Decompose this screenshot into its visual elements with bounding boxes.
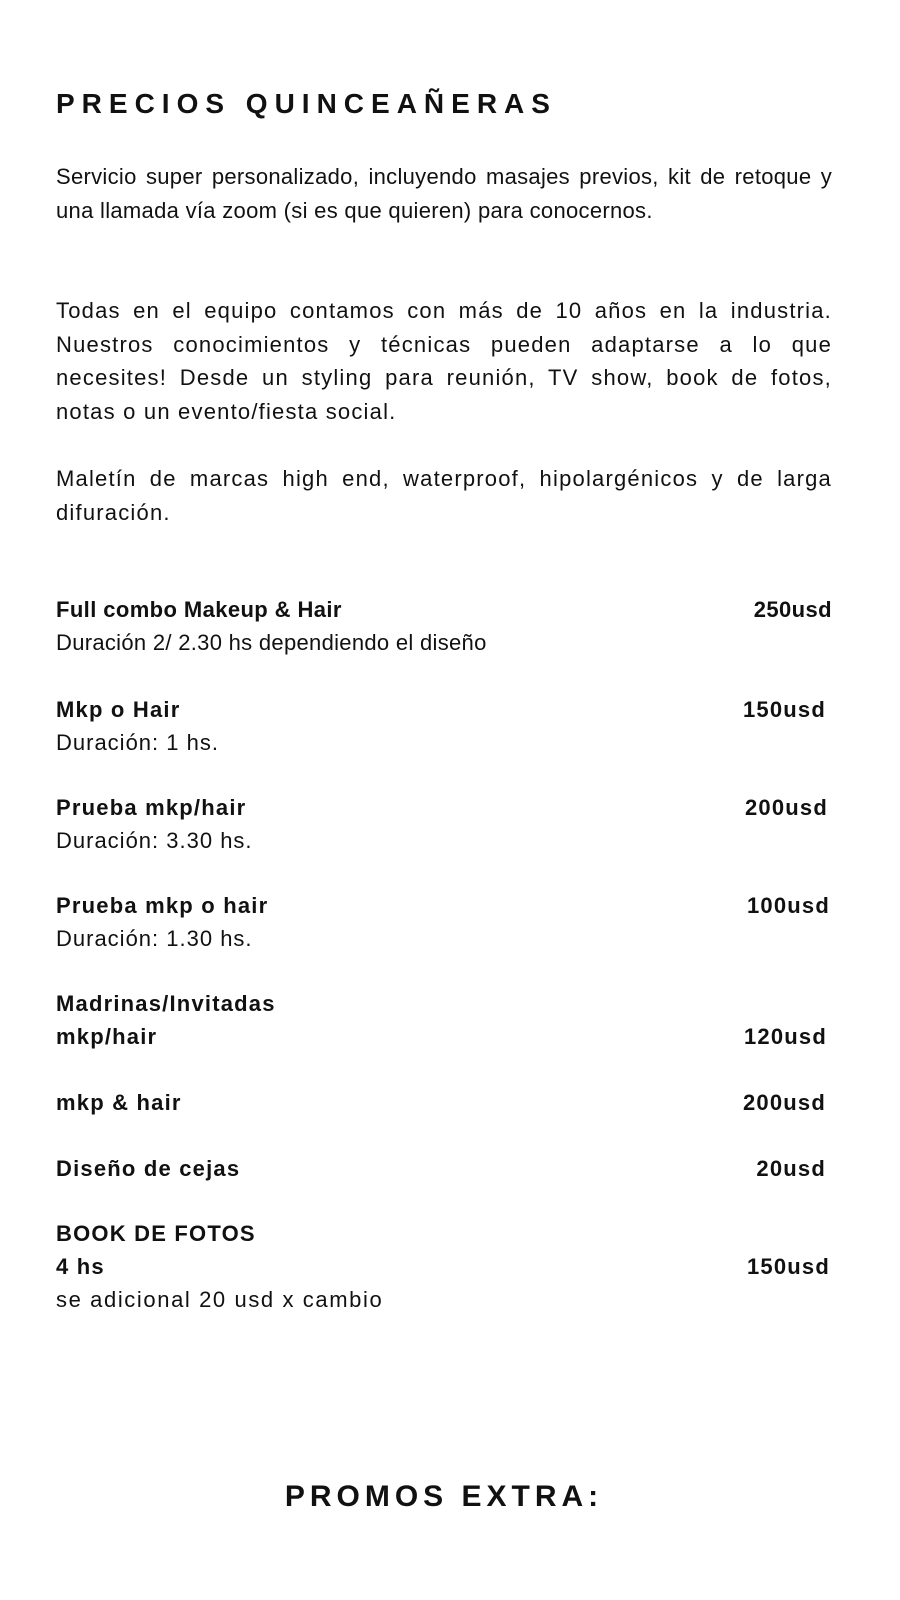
service-name-mkp-o-hair: Mkp o Hair	[56, 697, 181, 722]
service-price-prueba-mkp-hair: 200usd	[744, 795, 828, 820]
service-price-book-fotos: 150usd	[746, 1254, 830, 1279]
service-name-prueba-mkp-hair: Prueba mkp/hair	[56, 795, 247, 820]
intro-paragraph-2: Todas en el equipo contamos con más de 10 años en la industria. Nuestros conocimientos y técnicas pueden adaptarse a lo que necesites! Desde un styling para reunión, TV show, book de fotos, notas o un evento/fiesta social.	[56, 298, 832, 424]
service-price-prueba-mkp-o-hair: 100usd	[746, 893, 830, 918]
service-detail-prueba-mkp-o-hair: Duración: 1.30 hs.	[56, 926, 253, 951]
service-price-mkp-and-hair: 200usd	[742, 1090, 826, 1115]
service-detail-full-combo: Duración 2/ 2.30 hs dependiendo el diseño	[56, 630, 487, 655]
service-name-book-fotos: BOOK DE FOTOS	[56, 1221, 256, 1246]
service-sub-book-fotos: 4 hs	[56, 1254, 105, 1279]
service-detail-prueba-mkp-hair: Duración: 3.30 hs.	[56, 828, 253, 853]
service-price-diseno-cejas: 20usd	[756, 1156, 826, 1181]
page-title: PRECIOS QUINCEAÑERAS	[56, 88, 557, 119]
promos-extra-heading: PROMOS EXTRA:	[284, 1480, 604, 1513]
service-name-diseno-cejas: Diseño de cejas	[56, 1156, 241, 1181]
service-price-mkp-o-hair: 150usd	[742, 697, 826, 722]
service-detail-mkp-o-hair: Duración: 1 hs.	[56, 730, 219, 755]
service-name-full-combo: Full combo Makeup & Hair	[56, 597, 342, 622]
service-name-madrinas: Madrinas/Invitadas	[56, 991, 276, 1016]
service-price-madrinas: 120usd	[743, 1024, 827, 1049]
service-price-full-combo: 250usd	[753, 597, 832, 622]
service-name-prueba-mkp-o-hair: Prueba mkp o hair	[56, 893, 269, 918]
intro-paragraph-3: Maletín de marcas high end, waterproof, hipolargénicos y de larga difuración.	[56, 466, 832, 525]
service-detail-book-fotos: se adicional 20 usd x cambio	[56, 1287, 384, 1312]
service-name-mkp-and-hair: mkp & hair	[56, 1090, 182, 1115]
service-sub-madrinas: mkp/hair	[56, 1024, 158, 1049]
intro-paragraph-1: Servicio super personalizado, incluyendo masajes previos, kit de retoque y una llamada vía zoom (si es que quieren) para conocernos.	[56, 164, 832, 223]
